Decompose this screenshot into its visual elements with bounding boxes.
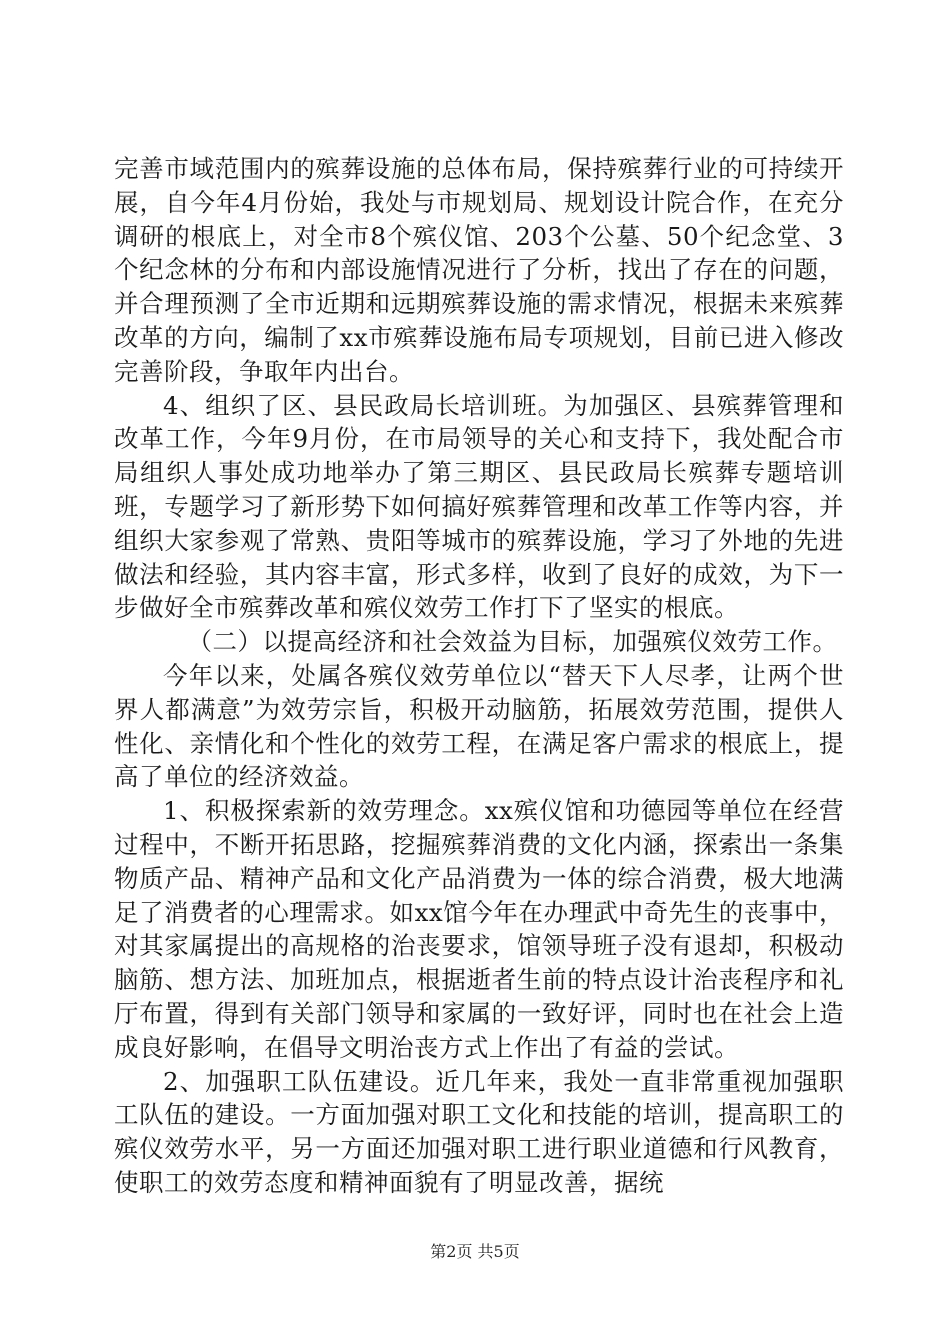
document-body: [114, 152, 844, 1200]
paragraph-item-4: 4、组织了区、县民政局长培训班。为加强区、县殡葬管理和改革工作，今年9月份，在市局领导的关心和支持下，我处配合市局组织人事处成功地举办了第三期区、县民政局长殡葬专题培训班，专题学习了新形势下如何搞好殡葬管理和改革工作等内容，并组织大家参观了常熟、贵阳等城市的殡葬设施，学习了外地的先进做法和经验，其内容丰富，形式多样，收到了良好的成效，为下一步做好全市殡葬改革和殡仪效劳工作打下了坚实的根底。: [114, 390, 844, 623]
paragraph-item-1: 1、积极探索新的效劳理念。xx殡仪馆和功德园等单位在经营过程中，不断开拓思路，挖掘殡葬消费的文化内涵，探索出一条集物质产品、精神产品和文化产品消费为一体的综合消费，极大地满足了消费者的心理需求。如xx馆今年在办理武中奇先生的丧事中，对其家属提出的高规格的治丧要求，馆领导班子没有退却，积极动脑筋、想方法、加班加点，根据逝者生前的特点设计治丧程序和礼厅布置，得到有关部门领导和家属的一致好评，同时也在社会上造成良好影响，在倡导文明治丧方式上作出了有益的尝试。: [114, 796, 844, 1062]
page-number-footer: 第2页 共5页: [430, 1242, 520, 1261]
paragraph-item-2: 2、加强职工队伍建设。近几年来，我处一直非常重视加强职工队伍的建设。一方面加强对职工文化和技能的培训，提高职工的殡仪效劳水平，另一方面还加强对职工进行职业道德和行风教育，使职工的效劳态度和精神面貌有了明显改善，据统: [114, 1066, 844, 1197]
paragraph-continuation: 完善市域范围内的殡葬设施的总体布局，保持殡葬行业的可持续开展，自今年4月份始，我处与市规划局、规划设计院合作，在充分调研的根底上，对全市8个殡仪馆、203个公墓、50个纪念堂、3个纪念林的分布和内部设施情况进行了分析，找出了存在的问题，并合理预测了全市近期和远期殡葬设施的需求情况，根据未来殡葬改革的方向，编制了xx市殡葬设施布局专项规划，目前已进入修改完善阶段，争取年内出台。: [114, 154, 844, 386]
section-heading-2: （二）以提高经济和社会效益为目标，加强殡仪效劳工作。: [187, 627, 838, 657]
paragraph-section-intro: 今年以来，处属各殡仪效劳单位以“替天下人尽孝，让两个世界人都满意”为效劳宗旨，积极开动脑筋，拓展效劳范围，提供人性化、亲情化和个性化的效劳工程，在满足客户需求的根底上，提高了单位的经济效益。: [114, 660, 844, 792]
